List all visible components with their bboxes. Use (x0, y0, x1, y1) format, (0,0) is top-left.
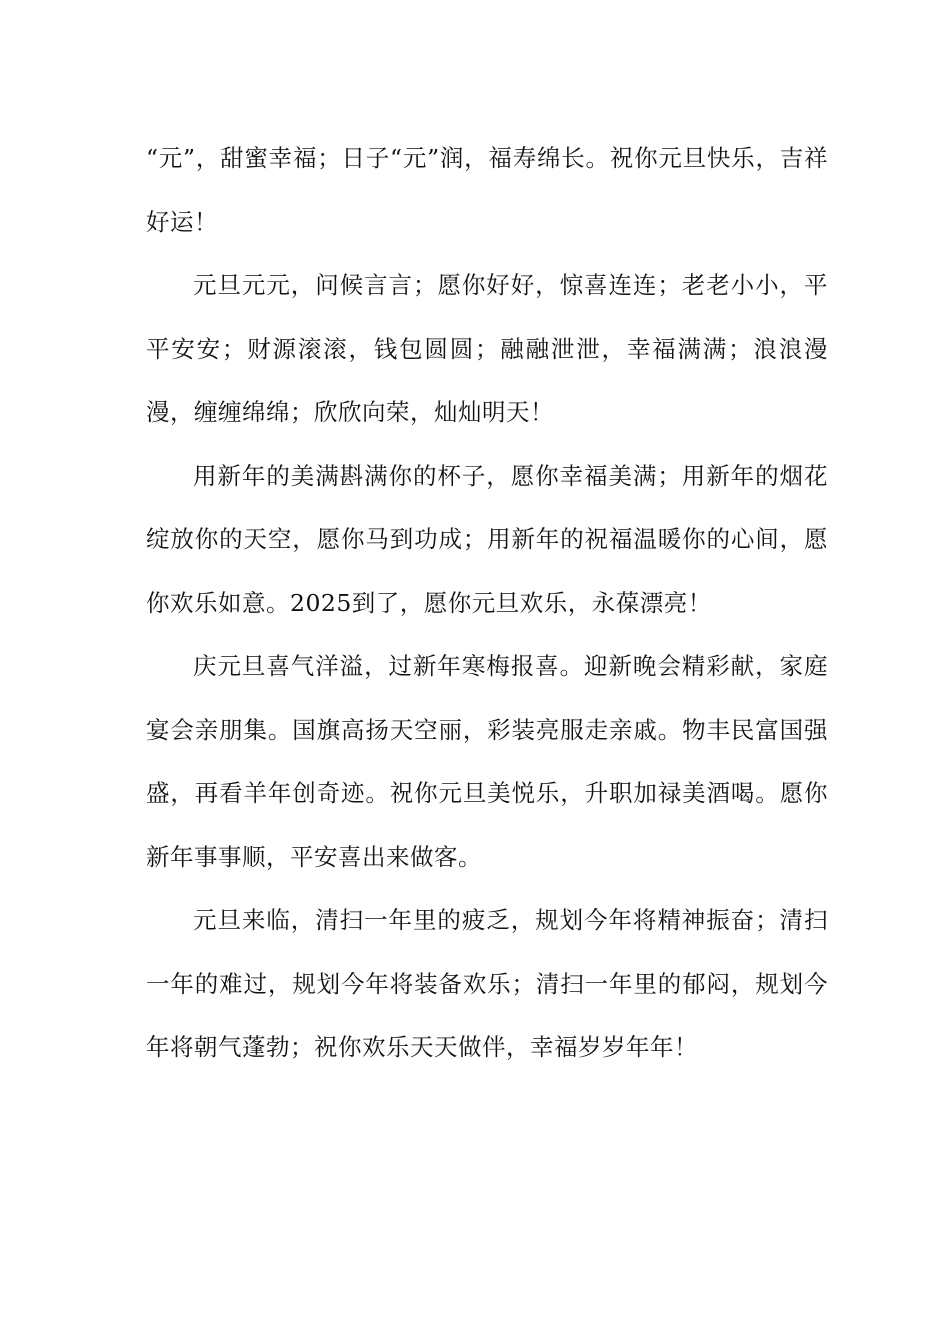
paragraph-2: 元旦元元，问候言言；愿你好好，惊喜连连；老老小小，平平安安；财源滚滚，钱包圆圆；融融泄泄，幸福满满；浪浪漫漫，缠缠绵绵；欣欣向荣，灿灿明天！ (146, 271, 828, 426)
paragraph-5: 元旦来临，清扫一年里的疲乏，规划今年将精神振奋；清扫一年的难过，规划今年将装备欢乐；清扫一年里的郁闷，规划今年将朝气蓬勃；祝你欢乐天天做伴，幸福岁岁年年！ (146, 906, 828, 1061)
paragraph-4: 庆元旦喜气洋溢，过新年寒梅报喜。迎新晚会精彩献，家庭宴会亲朋集。国旗高扬天空丽，彩装亮服走亲戚。物丰民富国强盛，再看羊年创奇迹。祝你元旦美悦乐，升职加禄美酒喝。愿你新年事事顺，平安喜出来做客。 (146, 652, 828, 871)
document-body (146, 127, 828, 1080)
paragraph-1: “元”，甜蜜幸福；日子“元”润，福寿绵长。祝你元旦快乐，吉祥好运！ (146, 144, 828, 236)
paragraph-3: 用新年的美满斟满你的杯子，愿你幸福美满；用新年的烟花绽放你的天空，愿你马到功成；用新年的祝福温暖你的心间，愿你欢乐如意。2025到了，愿你元旦欢乐，永葆漂亮！ (146, 461, 828, 617)
